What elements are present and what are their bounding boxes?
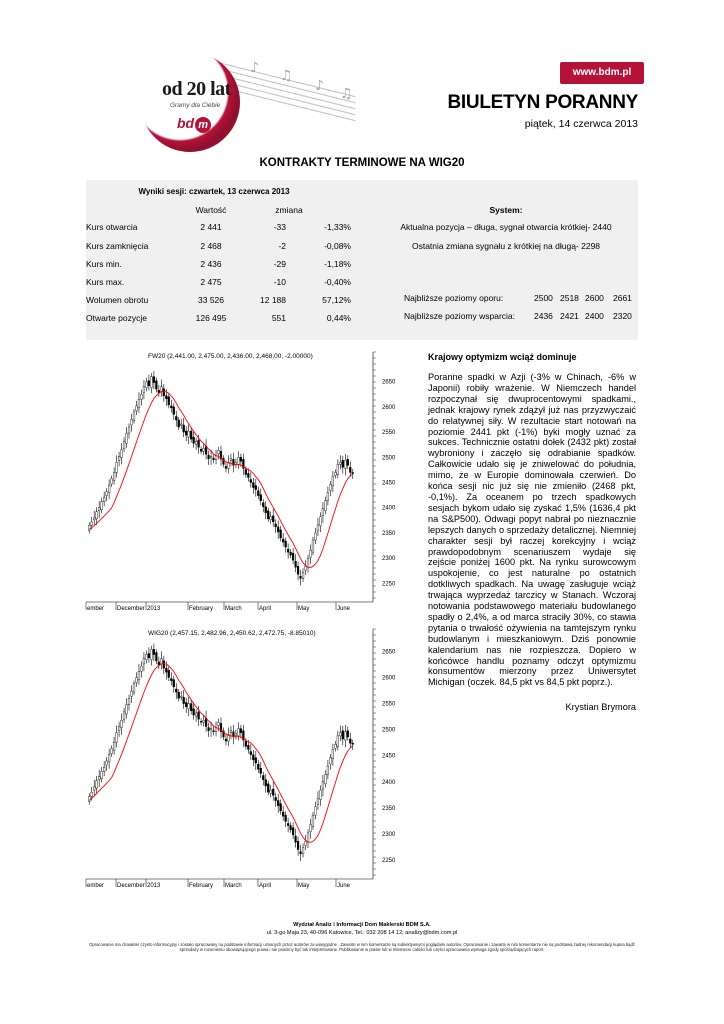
- fw20-chart: [86, 350, 396, 618]
- candle-body: [165, 396, 167, 399]
- candle-body: [113, 742, 115, 750]
- candle-body: [240, 729, 242, 733]
- candle-body: [155, 652, 157, 660]
- x-tick-label: February: [189, 883, 214, 889]
- row-change: 12 188: [260, 295, 286, 305]
- candle-body: [101, 771, 103, 778]
- candle-body: [312, 540, 314, 552]
- candle-body: [168, 397, 170, 405]
- candle-body: [302, 572, 304, 578]
- candle-body: [150, 377, 152, 388]
- candle-body: [163, 389, 165, 396]
- candle-body: [322, 509, 324, 516]
- row-label: Kurs otwarcia: [86, 222, 138, 232]
- website-link[interactable]: www.bdm.pl: [560, 62, 644, 84]
- candle-body: [215, 456, 217, 460]
- y-tick-label: 2600: [382, 675, 396, 682]
- row-change: -29: [273, 259, 286, 269]
- candle-body: [143, 659, 145, 664]
- candle-body: [332, 749, 334, 758]
- candle-body: [297, 566, 299, 574]
- candle-body: [305, 841, 307, 845]
- row-value: 2 436: [200, 259, 222, 269]
- article: [428, 352, 636, 712]
- candle-body: [285, 815, 287, 821]
- candle-body: [193, 437, 195, 443]
- y-tick-label: 2650: [382, 379, 396, 386]
- x-tick-label: April: [259, 883, 272, 889]
- candle-body: [344, 732, 346, 740]
- candle-body: [272, 789, 274, 795]
- candle-body: [297, 841, 299, 849]
- candle-body: [320, 790, 322, 799]
- candle-body: [198, 712, 200, 719]
- candle-body: [123, 712, 125, 719]
- candle-body: [126, 705, 128, 714]
- candle-body: [300, 852, 302, 854]
- candle-body: [133, 412, 135, 421]
- candle-body: [252, 755, 254, 760]
- candle-body: [334, 472, 336, 475]
- y-tick-label: 2400: [382, 505, 396, 512]
- candle-body: [247, 745, 249, 749]
- candle-body: [138, 399, 140, 408]
- candle-body: [143, 387, 145, 393]
- x-tick-label: December: [117, 883, 145, 889]
- candle-body: [133, 684, 135, 692]
- candle-body: [178, 420, 180, 427]
- candle-body: [208, 728, 210, 731]
- candle-body: [305, 566, 307, 570]
- candle-body: [170, 406, 172, 408]
- candle-body: [332, 476, 334, 485]
- candle-body: [325, 774, 327, 783]
- system-line-1: Aktualna pozycja – długa, sygnał otwarcia krótkiej- 2440: [400, 222, 612, 232]
- chart-title: WIG20 (2,457.15, 2,482.96, 2,450.62, 2,472.75, -8.85010): [148, 630, 316, 637]
- candle-body: [88, 796, 90, 801]
- candle-body: [250, 752, 252, 755]
- candle-body: [255, 486, 257, 490]
- candle-body: [153, 649, 155, 654]
- candle-body: [240, 457, 242, 461]
- candle-body: [183, 697, 185, 703]
- row-value: 2 475: [200, 277, 222, 287]
- row-pct: -1,33%: [324, 222, 351, 232]
- x-tick-label: March: [225, 883, 242, 889]
- y-tick-label: 2250: [382, 581, 396, 588]
- candle-body: [230, 458, 232, 460]
- candle-body: [126, 433, 128, 443]
- row-value: 126 495: [195, 313, 227, 323]
- candle-body: [203, 720, 205, 722]
- candle-body: [352, 472, 354, 473]
- candle-body: [200, 721, 202, 722]
- candle-body: [265, 780, 267, 786]
- candle-body: [280, 530, 282, 538]
- y-tick-label: 2500: [382, 455, 396, 462]
- candle-body: [173, 680, 175, 687]
- candle-body: [183, 425, 185, 432]
- resistance-levels: Najbliższe poziomy oporu: 2500 2518 2600 2661: [404, 293, 632, 303]
- col-system-header: System:: [489, 205, 523, 215]
- row-label: Kurs min.: [86, 259, 122, 269]
- y-tick-label: 2550: [382, 701, 396, 708]
- candle-body: [141, 666, 143, 671]
- candle-body: [146, 655, 148, 660]
- candle-body: [91, 522, 93, 526]
- col-change-header: zmiana: [275, 205, 303, 215]
- candle-body: [185, 703, 187, 707]
- y-tick-label: 2500: [382, 727, 396, 734]
- candle-body: [116, 462, 118, 472]
- results-row: [86, 259, 638, 277]
- candle-body: [337, 736, 339, 746]
- candle-body: [310, 550, 312, 557]
- candle-body: [108, 485, 110, 493]
- candle-body: [342, 460, 344, 467]
- candle-body: [195, 441, 197, 444]
- y-tick-label: 2350: [382, 530, 396, 537]
- bulletin-date: piątek, 14 czerwca 2013: [524, 118, 638, 130]
- candle-body: [103, 767, 105, 771]
- results-header-row: [86, 205, 638, 223]
- candle-body: [267, 511, 269, 519]
- candle-body: [245, 741, 247, 746]
- candle-body: [213, 458, 215, 460]
- candle-body: [287, 823, 289, 825]
- candle-body: [98, 508, 100, 511]
- candle-body: [310, 825, 312, 832]
- candle-body: [91, 792, 93, 796]
- candle-body: [128, 698, 130, 704]
- candle-body: [270, 790, 272, 793]
- candle-body: [121, 720, 123, 727]
- candle-body: [275, 524, 277, 527]
- candle-body: [270, 517, 272, 520]
- candle-body: [300, 576, 302, 578]
- candle-body: [317, 798, 319, 804]
- candle-body: [295, 561, 297, 567]
- music-note-icon: ♫: [280, 68, 293, 84]
- candle-body: [198, 440, 200, 447]
- candle-body: [238, 729, 240, 736]
- candle-body: [131, 419, 133, 425]
- candle-body: [327, 766, 329, 774]
- row-label: Wolumen obrotu: [86, 295, 149, 305]
- candle-body: [188, 704, 190, 709]
- bdm-logo: [140, 42, 380, 152]
- x-tick-label: 2013: [147, 606, 161, 612]
- candle-body: [136, 677, 138, 682]
- candle-body: [190, 431, 192, 439]
- article-body: Poranne spadki w Azji (-3% w Chinach, -6% w Japonii) robiły wrażenie. W Niemczech handel rozpoczynał się dwuprocentowymi spadkami., jednak krajowy rynek zdążył już nas przyzwyczaić do relatywnej siły. W rezultacie start notowań na poziomie 2441 pkt (-1%) byki mogły uznać za sukces. Technicznie ostatni dołek (2432 pkt) został wybroniony i zaczęło się odrabianie spadków. Całkowicie udało się je zniwelować do południa, mimo, że w Europie dominowała czerwień. Do końca sesji nic już się nie zmieniło (2468 pkt, -0,1%). Za oceanem po trzech spadkowych sesjach bykom udało się zyskać 1,5% (1636,4 pkt na S&P500). Odwagi popyt nabrał po nieznacznie lepszych danych o sprzedaży detalicznej. Niemniej charakter sesji był raczej korekcyjny i wciąż prawdopodobnym scenariuszem wydaje się zejście poniżej 1600 pkt. Na rynku surowcowym uspokojenie, co jest naturalne po ostatnich dotkliwych spadkach. Na uwagę zasługuje wciąż trwająca wyprzedaż tarczicy w Stanach. Wczoraj notowania podstawowego materiału budowlanego spadły o 2,4%, a od marca straciły 30%, co stawia pytania o trwałość ożywienia na tamtejszym rynku budowlanym i mieszkaniowym. Dziś ponownie kalendarium nas nie rozpieszcza. Dopiero w końcówce handlu poznamy odczyt optymizmu konsumentów mierzony przez Uniwersytet Michigan (oczek. 84,5 pkt vs 84,5 pkt poprz.).: [428, 372, 636, 688]
- row-change: -33: [273, 222, 286, 232]
- candle-body: [98, 777, 100, 780]
- candle-body: [180, 424, 182, 425]
- candle-body: [342, 731, 344, 739]
- session-results-panel: [86, 180, 638, 340]
- candle-body: [203, 448, 205, 451]
- candle-body: [334, 744, 336, 748]
- candle-body: [123, 441, 125, 449]
- candle-body: [349, 739, 351, 743]
- logo-brand: bd m: [177, 115, 211, 133]
- x-tick-label: February: [189, 606, 214, 612]
- candle-body: [322, 782, 324, 789]
- candle-body: [210, 729, 212, 730]
- candle-body: [158, 390, 160, 393]
- candle-body: [329, 758, 331, 764]
- candle-body: [155, 381, 157, 390]
- y-tick-label: 2450: [382, 480, 396, 487]
- row-pct: -0,08%: [324, 241, 351, 251]
- candle-body: [113, 472, 115, 480]
- candle-body: [108, 755, 110, 762]
- candle-body: [106, 761, 108, 765]
- candle-body: [180, 696, 182, 697]
- candle-body: [320, 517, 322, 526]
- candle-body: [175, 416, 177, 420]
- candle-body: [260, 768, 262, 773]
- x-tick-label: May: [298, 606, 310, 612]
- candle-body: [302, 847, 304, 853]
- candle-body: [148, 381, 150, 386]
- candle-body: [277, 801, 279, 806]
- candle-body: [245, 469, 247, 474]
- system-line-2: Ostatnia zmiana sygnału z krótkiej na długą- 2298: [411, 241, 601, 251]
- candle-body: [128, 427, 130, 433]
- row-pct: -0,40%: [324, 277, 351, 287]
- candle-body: [173, 407, 175, 415]
- candle-body: [210, 456, 212, 458]
- candle-body: [138, 671, 140, 679]
- candle-body: [287, 549, 289, 552]
- candle-body: [307, 833, 309, 842]
- article-title: Krajowy optymizm wciąż dominuje: [428, 352, 577, 362]
- candle-body: [267, 784, 269, 792]
- candle-body: [185, 431, 187, 435]
- candle-body: [168, 670, 170, 677]
- music-note-icon: ♪: [250, 60, 259, 76]
- y-tick-label: 2350: [382, 805, 396, 812]
- candle-body: [106, 492, 108, 496]
- candle-body: [88, 525, 90, 530]
- candle-body: [352, 743, 354, 744]
- candle-body: [277, 527, 279, 532]
- x-tick-label: June: [337, 883, 351, 889]
- candle-body: [315, 807, 317, 815]
- candle-body: [93, 787, 95, 790]
- candle-body: [337, 464, 339, 474]
- candle-body: [213, 731, 215, 732]
- candle-body: [111, 478, 113, 484]
- row-label: Kurs zamknięcia: [86, 241, 149, 251]
- candle-body: [160, 659, 162, 664]
- y-tick-label: 2600: [382, 404, 396, 411]
- x-tick-label: March: [225, 606, 242, 612]
- candle-body: [148, 654, 150, 658]
- candle-body: [280, 804, 282, 811]
- logo-slogan: Gramy dla Ciebie: [170, 102, 221, 109]
- candle-body: [339, 462, 341, 464]
- candle-body: [150, 649, 152, 659]
- x-tick-label: 2013: [147, 883, 161, 889]
- candle-body: [257, 764, 259, 769]
- candle-body: [262, 503, 264, 507]
- row-value: 33 526: [198, 295, 224, 305]
- x-tick-label: June: [337, 606, 351, 612]
- footer-disclaimer: Opracowanie ma charakter czysto informacyjny i zostało opracowany na podstawie informacji uznanych przez autorów za wiarygodne . Zawarte w nim komentarze są subiektywnymi poglądami autorów. Opracowanie i zawarte w nim komentarze nie są podstawą żadnej rekomendacji kupna bądź sprzedaży w rozumieniu obowiązującego prawa i nie powinny być tak interpretowane. Publikowanie w prasie lub w Internecie całości lub części opracowania wymaga zgody sporządzających raport.: [89, 942, 635, 953]
- section-title: KONTRAKTY TERMINOWE NA WIG20: [259, 157, 465, 169]
- row-pct: -1,18%: [324, 259, 351, 269]
- row-value: 2 468: [200, 241, 222, 251]
- candle-body: [285, 541, 287, 547]
- candle-body: [282, 812, 284, 816]
- candle-body: [317, 525, 319, 531]
- row-change: 551: [271, 313, 286, 323]
- row-label: Otwarte pozycje: [86, 313, 147, 323]
- candle-body: [225, 739, 227, 741]
- candle-body: [200, 449, 202, 451]
- candle-body: [329, 485, 331, 491]
- candle-body: [146, 382, 148, 388]
- y-tick-label: 2300: [382, 831, 396, 838]
- candle-body: [96, 781, 98, 788]
- candle-body: [193, 709, 195, 715]
- candle-body: [160, 387, 162, 392]
- y-tick-label: 2400: [382, 779, 396, 786]
- chart-svg: [86, 350, 396, 618]
- candle-body: [116, 733, 118, 742]
- candle-body: [272, 516, 274, 522]
- candle-body: [292, 553, 294, 560]
- results-heading: Wyniki sesji: czwartek, 13 czerwca 2013: [138, 187, 290, 196]
- candle-body: [260, 495, 262, 501]
- candle-body: [290, 826, 292, 830]
- x-tick-label: ember: [87, 883, 105, 889]
- wig20-chart: [86, 627, 396, 895]
- candle-body: [103, 498, 105, 502]
- y-tick-label: 2450: [382, 753, 396, 760]
- candle-body: [325, 501, 327, 511]
- candle-body: [349, 467, 351, 472]
- candle-body: [218, 450, 220, 454]
- article-author: Krystian Brymora: [565, 702, 636, 713]
- candle-body: [290, 552, 292, 555]
- candle-body: [153, 377, 155, 383]
- y-tick-label: 2300: [382, 556, 396, 563]
- candle-body: [344, 460, 346, 468]
- y-tick-label: 2550: [382, 430, 396, 437]
- candle-body: [218, 722, 220, 725]
- footer-company: Wydział Analiz i Informacji Dom Maklerski BDM S.A.: [293, 922, 431, 928]
- candle-body: [250, 479, 252, 482]
- candle-body: [190, 704, 192, 711]
- chart-svg: [86, 627, 396, 895]
- row-value: 2 441: [200, 222, 222, 232]
- candle-body: [111, 748, 113, 753]
- row-change: -10: [273, 277, 286, 287]
- candle-body: [141, 394, 143, 399]
- candle-body: [257, 491, 259, 496]
- logo-years: od 20 lat: [162, 78, 231, 100]
- candle-body: [339, 733, 341, 736]
- candle-body: [252, 483, 254, 488]
- candle-body: [315, 533, 317, 540]
- bulletin-title: BIULETYN PORANNY: [447, 92, 638, 113]
- candle-body: [178, 692, 180, 698]
- candle-body: [225, 466, 227, 468]
- candle-body: [238, 457, 240, 464]
- candle-body: [165, 668, 167, 672]
- candle-body: [327, 493, 329, 501]
- col-value-header: Wartość: [195, 205, 227, 215]
- row-pct: 0,44%: [326, 313, 351, 323]
- x-tick-label: April: [259, 606, 272, 612]
- chart-title: FW20 (2,441.00, 2,475.00, 2,436.00, 2,468.00, -2.00000): [148, 353, 313, 360]
- candle-body: [101, 502, 103, 510]
- candle-body: [230, 731, 232, 733]
- candle-body: [265, 507, 267, 513]
- candle-body: [188, 431, 190, 437]
- y-tick-label: 2650: [382, 649, 396, 656]
- candle-body: [255, 758, 257, 763]
- candle-body: [163, 661, 165, 668]
- candle-body: [136, 406, 138, 411]
- candle-body: [93, 518, 95, 520]
- candle-body: [295, 836, 297, 842]
- candle-body: [175, 689, 177, 692]
- candle-body: [96, 512, 98, 519]
- candle-body: [312, 815, 314, 826]
- row-label: Kurs max.: [86, 277, 125, 287]
- music-note-icon: ♫: [340, 86, 353, 102]
- candle-body: [275, 797, 277, 800]
- x-tick-label: December: [117, 606, 145, 612]
- support-levels: Najbliższe poziomy wsparcia: 2436 2421 2400 2320: [404, 311, 632, 321]
- candle-body: [121, 450, 123, 458]
- candle-body: [170, 679, 172, 681]
- candle-body: [262, 776, 264, 780]
- candle-body: [131, 691, 133, 696]
- row-change: -2: [278, 241, 286, 251]
- candle-body: [282, 539, 284, 542]
- x-tick-label: ember: [87, 606, 105, 612]
- candle-body: [195, 713, 197, 716]
- candle-body: [118, 727, 120, 731]
- y-tick-label: 2250: [382, 857, 396, 864]
- row-pct: 57,12%: [322, 295, 351, 305]
- candle-body: [247, 473, 249, 477]
- footer: [0, 922, 724, 953]
- x-tick-label: May: [298, 883, 310, 889]
- music-note-icon: ♪: [315, 78, 324, 94]
- candle-body: [158, 662, 160, 665]
- footer-address: ul. 3-go Maja 23, 40-096 Katowice, Tel.: 032 208 14 12, analizy@bdm.com.pl: [266, 930, 458, 936]
- candle-body: [235, 734, 237, 736]
- candle-body: [118, 456, 120, 460]
- candle-body: [307, 558, 309, 567]
- candle-body: [208, 455, 210, 459]
- candle-body: [347, 731, 349, 737]
- candle-body: [347, 459, 349, 465]
- candle-body: [235, 462, 237, 464]
- candle-body: [292, 828, 294, 835]
